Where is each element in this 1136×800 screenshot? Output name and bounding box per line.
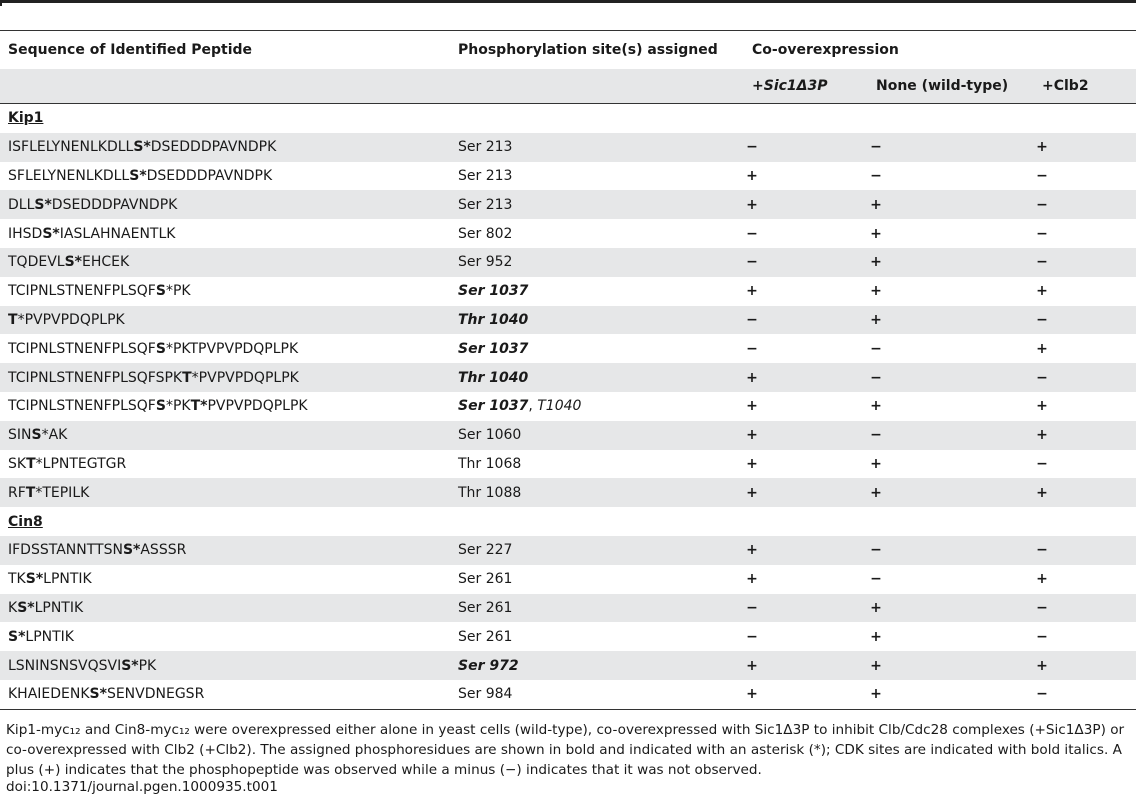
table-row: [0, 478, 1136, 507]
wildtype-observed: −: [870, 571, 882, 588]
table-row: [0, 421, 1136, 450]
peptide-sequence: LSNINSNSVQSVIS*PK: [0, 651, 450, 680]
sic1-observed: −: [744, 306, 868, 335]
header-blank-2: [450, 69, 744, 104]
sic1-observed: −: [744, 133, 868, 162]
wildtype-observed: +: [870, 455, 882, 472]
wildtype-observed: −: [868, 536, 1034, 565]
peptide-sequence: TQDEVLS*EHCEK: [0, 248, 450, 277]
table-row: [0, 392, 1136, 421]
wildtype-observed: +: [868, 306, 1034, 335]
table-body: [0, 104, 1136, 710]
table-row: [0, 334, 1136, 363]
peptide-sequence: SKT*LPNTEGTGR: [8, 455, 127, 472]
table-row: [0, 363, 1136, 392]
doi-line: doi:10.1371/journal.pgen.1000935.t001: [6, 779, 278, 795]
peptide-sequence: TCIPNLSTNENFPLSQFS*PKTPVPVPDQPLPK: [8, 340, 299, 357]
wildtype-observed: +: [868, 190, 1034, 219]
phospho-site: Ser 1037, T1040: [458, 398, 582, 415]
clb2-observed: −: [1036, 167, 1048, 184]
peptide-sequence: DLLS*DSEDDDPAVNDPK: [0, 190, 450, 219]
wildtype-observed: −: [868, 363, 1034, 392]
top-rule: [0, 0, 1136, 3]
header-coexpression: Co-overexpression: [744, 31, 1136, 70]
table-row: [0, 651, 1136, 680]
sic1-observed: +: [744, 421, 868, 450]
sic1-observed: +: [746, 398, 758, 415]
clb2-observed: −: [1034, 248, 1136, 277]
sic1-observed: +: [744, 680, 868, 709]
wildtype-observed: +: [870, 283, 882, 300]
peptide-sequence: TCIPNLSTNENFPLSQFS*PKT*PVPVPDQPLPK: [8, 398, 308, 415]
wildtype-observed: +: [868, 680, 1034, 709]
wildtype-observed: −: [868, 421, 1034, 450]
sic1-observed: +: [746, 167, 758, 184]
clb2-observed: −: [1034, 363, 1136, 392]
sic1-observed: −: [746, 225, 758, 242]
clb2-observed: +: [1036, 283, 1048, 300]
clb2-observed: +: [1036, 571, 1048, 588]
table-row: [0, 133, 1136, 162]
peptide-sequence: SINS*AK: [0, 421, 450, 450]
table-row: [0, 536, 1136, 565]
peptide-sequence: T*PVPVPDQPLPK: [0, 306, 450, 335]
table-row: [0, 680, 1136, 709]
table-row: [0, 306, 1136, 335]
wildtype-observed: +: [870, 398, 882, 415]
section-kip1: [0, 104, 1136, 133]
clb2-observed: −: [1034, 190, 1136, 219]
clb2-observed: −: [1034, 306, 1136, 335]
header-site: Phosphorylation site(s) assigned: [450, 31, 744, 70]
clb2-observed: +: [1036, 398, 1048, 415]
peptide-sequence: SFLELYNENLKDLLS*DSEDDDPAVNDPK: [8, 167, 273, 184]
sic1-observed: +: [744, 536, 868, 565]
clb2-observed: +: [1034, 651, 1136, 680]
section-cin8: [0, 507, 1136, 536]
header-sic1: +Sic1Δ3P: [744, 69, 868, 104]
phospho-site: Thr 1068: [458, 455, 522, 472]
table-row: [0, 219, 1136, 248]
clb2-observed: +: [1036, 340, 1048, 357]
peptide-sequence: KHAIEDENKS*SENVDNEGSR: [0, 680, 450, 709]
table-row: [0, 190, 1136, 219]
wildtype-observed: +: [868, 478, 1034, 507]
header-row-main: [0, 31, 1136, 70]
phospho-site: Thr 1088: [450, 478, 744, 507]
wildtype-observed: +: [868, 651, 1034, 680]
clb2-observed: −: [1036, 455, 1048, 472]
phospho-site: Ser 1037: [458, 340, 529, 357]
header-clb2: +Clb2: [1034, 69, 1136, 104]
peptide-sequence: KS*LPNTIK: [0, 594, 450, 623]
section-label-cin8: Cin8: [8, 513, 43, 530]
wildtype-observed: +: [868, 594, 1034, 623]
sic1-observed: −: [746, 628, 758, 645]
clb2-observed: −: [1034, 680, 1136, 709]
sic1-observed: +: [744, 190, 868, 219]
header-blank-1: [0, 69, 450, 104]
wildtype-observed: −: [870, 340, 882, 357]
clb2-observed: +: [1034, 133, 1136, 162]
wildtype-observed: +: [868, 248, 1034, 277]
clb2-observed: −: [1034, 594, 1136, 623]
phospho-site: Thr 1040: [450, 306, 744, 335]
peptide-sequence: TKS*LPNTIK: [8, 571, 92, 588]
wildtype-observed: +: [870, 628, 882, 645]
phospho-site: Ser 261: [450, 594, 744, 623]
table-row: [0, 565, 1136, 594]
phospho-site: Ser 1060: [450, 421, 744, 450]
peptide-sequence: IHSDS*IASLAHNAENTLK: [8, 225, 176, 242]
header-wild-type: None (wild-type): [868, 69, 1034, 104]
phospho-site: Ser 984: [450, 680, 744, 709]
phospho-site: Ser 952: [450, 248, 744, 277]
phospho-site: Ser 213: [458, 167, 513, 184]
sic1-observed: +: [746, 455, 758, 472]
clb2-observed: −: [1034, 536, 1136, 565]
clb2-observed: +: [1034, 421, 1136, 450]
peptide-sequence: TCIPNLSTNENFPLSQFSPKT*PVPVPDQPLPK: [0, 363, 450, 392]
phospho-site: Thr 1040: [450, 363, 744, 392]
phospho-site: Ser 261: [458, 628, 513, 645]
peptide-sequence: RFT*TEPILK: [0, 478, 450, 507]
table-row: [0, 450, 1136, 479]
phospho-site: Ser 227: [450, 536, 744, 565]
sic1-observed: +: [746, 283, 758, 300]
table-footnote: Kip1-myc₁₂ and Cin8-myc₁₂ were overexpressed either alone in yeast cells (wild-type), co-overexpressed with Sic1Δ3P to inhibit Clb/Cdc28 complexes (+Sic1Δ3P) or co-overexpressed with Clb2 (+Clb2). The assigned phosphoresidues are shown in bold and indicated with an asterisk (*); CDK sites are indicated with bold italics. A plus (+) indicates that the phosphopeptide was observed while a minus (−) indicates that it was not observed.: [6, 722, 1125, 778]
table-row: [0, 594, 1136, 623]
left-rule: [0, 0, 2, 6]
phospho-site: Ser 802: [458, 225, 513, 242]
phospho-site: Ser 972: [450, 651, 744, 680]
peptide-sequence: ISFLELYNENLKDLLS*DSEDDDPAVNDPK: [0, 133, 450, 162]
table-row: [0, 162, 1136, 191]
table-row: [0, 622, 1136, 651]
clb2-observed: −: [1036, 225, 1048, 242]
sic1-observed: −: [744, 594, 868, 623]
clb2-observed: +: [1034, 478, 1136, 507]
phospho-site: Ser 213: [450, 133, 744, 162]
sic1-observed: +: [744, 363, 868, 392]
peptide-sequence: IFDSSTANNTTSNS*ASSSR: [0, 536, 450, 565]
sic1-observed: −: [746, 340, 758, 357]
header-row-sub: [0, 69, 1136, 104]
phospho-site: Ser 1037: [458, 283, 529, 300]
phospho-site: Ser 261: [458, 571, 513, 588]
wildtype-observed: +: [870, 225, 882, 242]
peptide-sequence: S*LPNTIK: [8, 628, 74, 645]
phospho-site: Ser 213: [450, 190, 744, 219]
section-label-kip1: Kip1: [8, 110, 44, 127]
sic1-observed: +: [746, 571, 758, 588]
table-row: [0, 248, 1136, 277]
clb2-observed: −: [1036, 628, 1048, 645]
phosphopeptide-table: [0, 30, 1136, 710]
peptide-sequence: TCIPNLSTNENFPLSQFS*PK: [8, 283, 191, 300]
table-row: [0, 277, 1136, 306]
sic1-observed: −: [744, 248, 868, 277]
sic1-observed: +: [744, 651, 868, 680]
wildtype-observed: −: [870, 167, 882, 184]
sic1-observed: +: [744, 478, 868, 507]
wildtype-observed: −: [868, 133, 1034, 162]
header-sequence: Sequence of Identified Peptide: [0, 31, 450, 70]
